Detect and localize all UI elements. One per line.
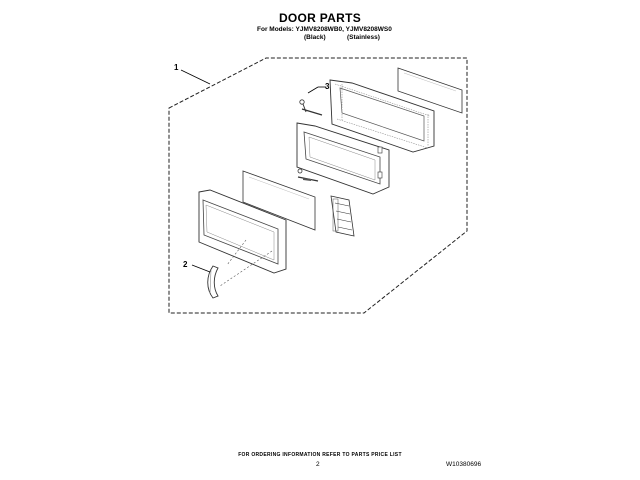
variant-stainless-label: (Stainless)	[347, 34, 380, 41]
callout-3: 3	[325, 82, 330, 91]
hinge-bracket	[331, 196, 354, 236]
page-number: 2	[316, 461, 320, 468]
page-title: DOOR PARTS	[278, 11, 362, 25]
callout-2: 2	[183, 260, 188, 269]
callout-1: 1	[174, 63, 179, 72]
ordering-note: FOR ORDERING INFORMATION REFER TO PARTS PRICE LIST	[238, 452, 402, 458]
models-line: For Models: YJMV8208WB0, YJMV8208WS0	[257, 26, 392, 33]
door-handle	[192, 265, 218, 298]
variant-black-label: (Black)	[304, 34, 326, 41]
screw-assembly	[300, 87, 326, 115]
document-number: W10380696	[446, 461, 482, 468]
